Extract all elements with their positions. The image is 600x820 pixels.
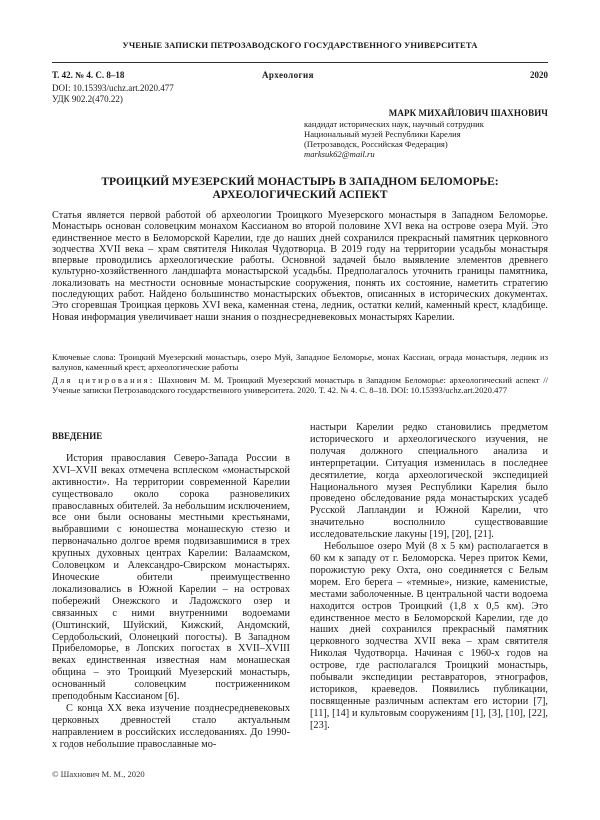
citation-text: Шахнович М. М. Троицкий Муезерский монастырь в Западном Беломорье: археологический аспект // Ученые записки Петрозаводского государственного университета. 2020. Т. 42. № 4. С. 8–18. DOI: 10.15393/uchz.art.2020.477 <box>52 375 548 395</box>
body-paragraph: Небольшое озеро Муй (8 x 5 км) располагается в 60 км к западу от г. Беломорска. Через приток Кеми, порожистую реку Охта, оно соединяется с Белым морем. Его берега – «темные», низкие, каменистые, местами заболоченные. В центральной части водоема находится остров Троицкий (1,8 x 0,5 км). Это единственное место в Беломорской Карелии, где до наших дней сохранился прекрасный памятник церковного зодчества XVII века – храм святителя Николая Чудотворца. Начиная с 1960-х годов на острове, где располагался Троицкий монастырь, побывали экспедиции реставраторов, этнографов, историков, краеведов. Появились публикации, посвященные различным аспектам его истории [7], [11], [14] и культовым сооружениям [1], [3], [10], [22], [23]. <box>310 541 548 731</box>
citation-label: Для цитирования: <box>52 375 155 385</box>
section-heading: ВВЕДЕНИЕ <box>52 431 103 441</box>
volume-issue-pages: Т. 42. № 4. С. 8–18 <box>52 70 125 80</box>
author-name: МАРК МИХАЙЛОВИЧ ШАХНОВИЧ <box>388 108 548 118</box>
citation <box>52 376 548 396</box>
article-title-line-2: АРХЕОЛОГИЧЕСКИЙ АСПЕКТ <box>212 189 388 201</box>
author-block <box>304 108 548 159</box>
abstract: Статья является первой работой об археологии Троицкого Муезерского монастыря в Западном Беломорье. Монастырь основан соловецким монахом Кассианом во второй половине XVI века на острове озера Муй. Это единственное место в Беломорской Карелии, где до наших дней сохранился прекрасный памятник церковного зодчества XVII века – храм святителя Николая Чудотворца. В 2019 году на территории усадьбы монастыря впервые проводились археологические работы. Основной задачей было выявление элементов древнего культурно-хозяйственного ландшафта монастырской усадьбы. Предполагалось уточнить границы памятника, локализовать на местности основные монастырские сооружения, понять их состояние, наметить стратегию последующих работ. Найдено большинство монастырских объектов, описанных в исторических документах. Это сгоревшая Троицкая церковь XVI века, каменная стена, ледник, остатки келий, каменный крест, кладбище. Новая информация увеличивает наши знания о позднесредневековых монастырях Карелии. <box>52 210 548 323</box>
keywords: Ключевые слова: Троицкий Муезерский монастырь, озеро Муй, Западное Беломорье, монах Кассиан, ограда монастыря, ледник из валунов, каменный крест, археологические работы <box>52 352 548 372</box>
body-column-left <box>52 431 290 751</box>
author-email[interactable]: marksuk62@mail.ru <box>304 149 375 159</box>
publication-year: 2020 <box>530 70 548 80</box>
author-affiliation: Национальный музей Республики Карелия <box>304 129 461 139</box>
journal-title: УЧЕНЫЕ ЗАПИСКИ ПЕТРОЗАВОДСКОГО ГОСУДАРСТВЕННОГО УНИВЕРСИТЕТА <box>122 40 478 50</box>
section-name: Археология <box>262 70 314 80</box>
author-location: (Петрозаводск, Российская Федерация) <box>304 139 448 149</box>
doi: DOI: 10.15393/uchz.art.2020.477 <box>52 83 174 93</box>
body-paragraph: настыри Карелии редко становились предметом исторического и археологического изучения, не получая должного специального анализа и интерпретации. Ситуация изменилась в последнее десятилетие, когда археологической экспедицией Национального музея Республики Карелия было проведено обследование ряда монастырских усадеб Русской Лапландии и Южной Карелии, что значительно восполнило существовавшие исследовательские лакуны [19], [20], [21]. <box>310 422 548 541</box>
body-column-right <box>310 422 548 732</box>
article-title <box>52 176 548 202</box>
udk: УДК 902.2(470.22) <box>52 94 123 104</box>
body-paragraph: История православия Северо-Запада России в XVI–XVII веках отмечена всплеском «монастырской активности». На территории современной Карелии существовало около сорока разновеликих православных обителей. За небольшим исключением, все они были основаны местными крестьянами, выбравшими с юношества монашескую стезю и первоначально долгое время подвизавшимися в трех крупных духовных центрах Карелии: Валаамском, Соловецком и Александро-Свирском монастырях. Иноческие обители преимущественно локализовались в Южной Карелии – на островах побережий Онежского и Ладожского озер и связанных с ними внутренними водоемами (Оштинский, Шуйский, Кижский, Андомский, Сердобольский, Олонецкий погосты). В Западном Прибеломорье, в Лопских погостах в XVII–XVIII веках единственная известная нам монашеская община – это Троицкий Муезерский монастырь, основанный соловецким постриженником преподобным Кассианом [6]. <box>52 452 290 703</box>
copyright-notice: © Шахнович М. М., 2020 <box>52 769 145 779</box>
author-degree: кандидат исторических наук, научный сотрудник <box>304 119 484 129</box>
identifiers <box>52 83 174 105</box>
header-divider <box>52 62 548 63</box>
article-title-line-1: ТРОИЦКИЙ МУЕЗЕРСКИЙ МОНАСТЫРЬ В ЗАПАДНОМ БЕЛОМОРЬЕ: <box>101 176 499 188</box>
body-paragraph: С конца XX века изучение позднесредневековых церковных древностей стало актуальным направлением в российских исследованиях. До 1990-х годов небольшие православные мо- <box>52 702 290 750</box>
